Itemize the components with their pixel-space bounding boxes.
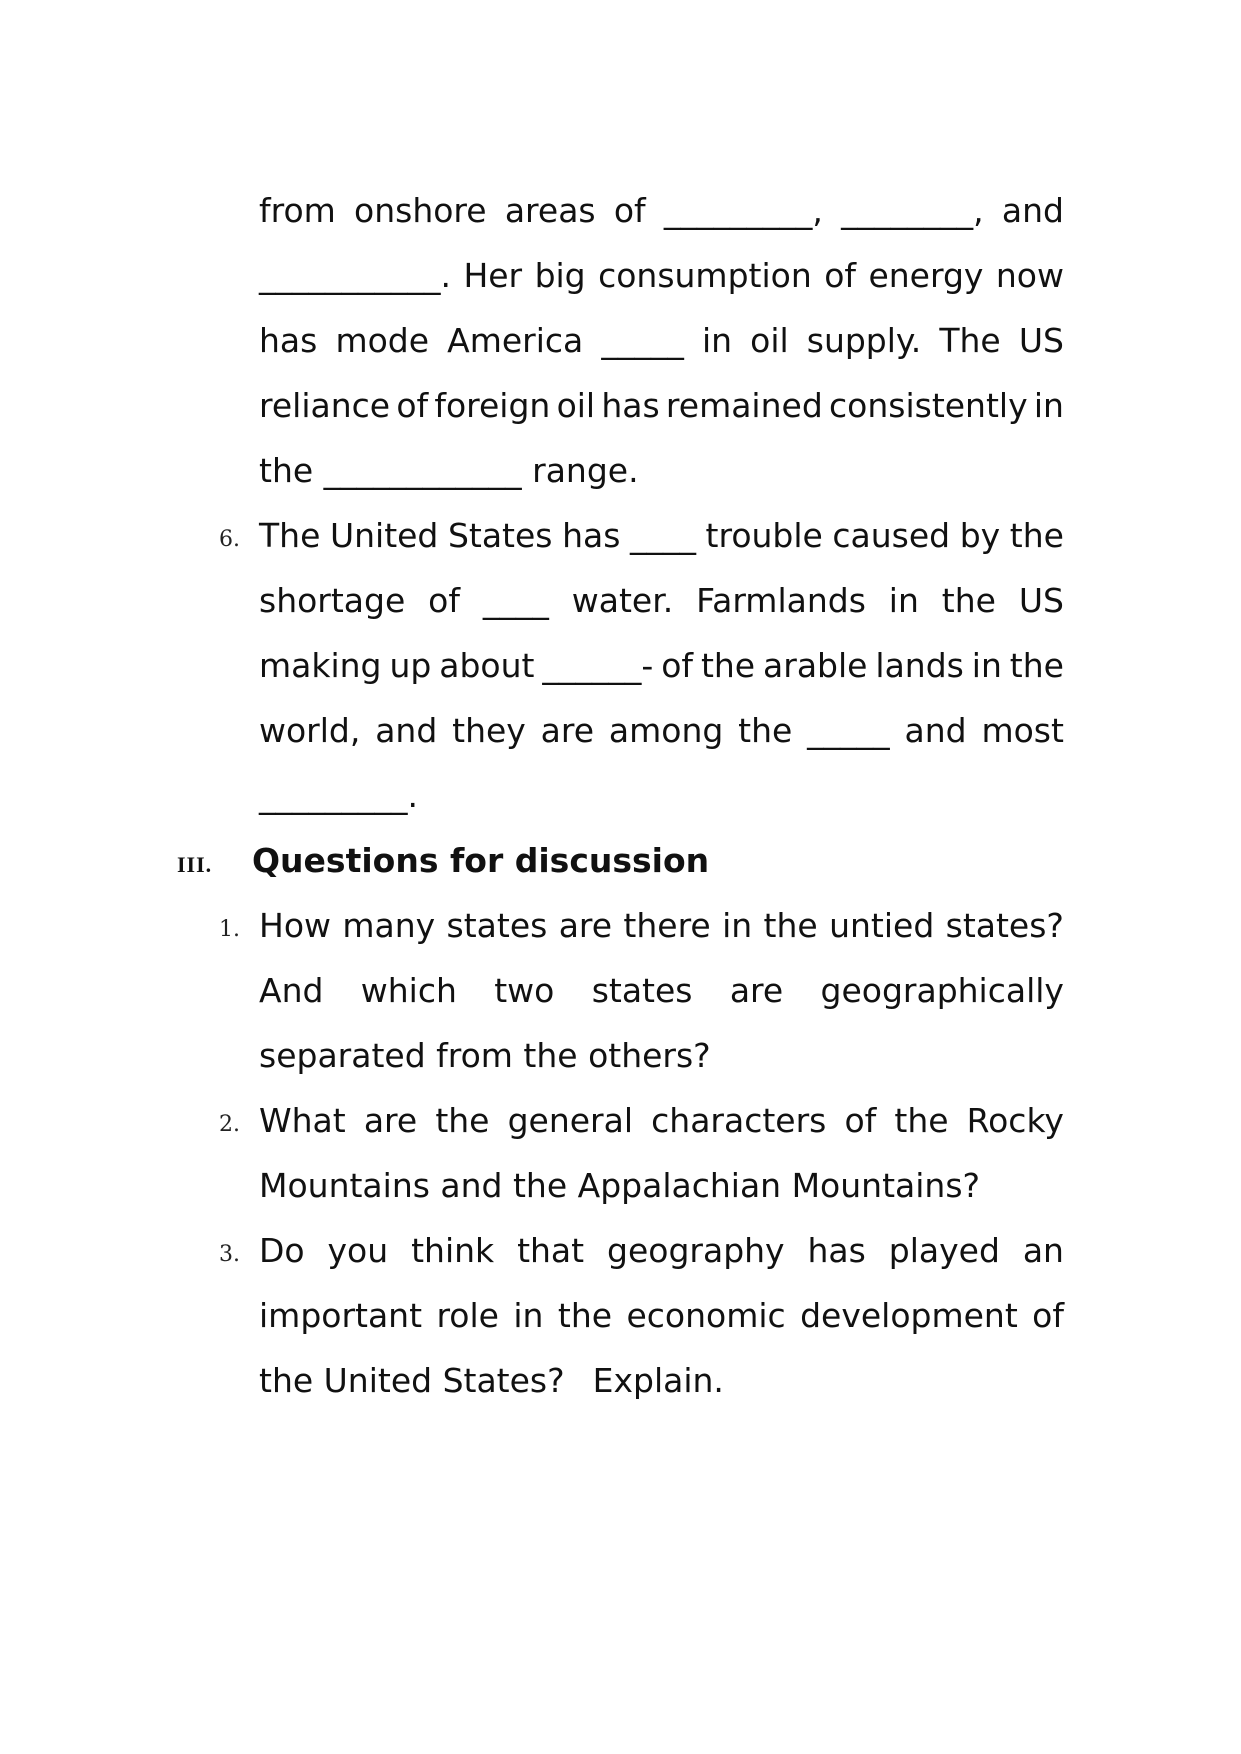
question-1-number: 1. xyxy=(219,917,240,942)
question-3-line-1: Do you think that geography has played an xyxy=(259,1231,1064,1270)
question-3-number: 3. xyxy=(219,1242,240,1267)
question-2-line-1: What are the general characters of the Rocky xyxy=(259,1101,1064,1140)
item-5-line-2: ___________. Her big consumption of energy now xyxy=(259,256,1064,295)
item-6-line-3: making up about ______- of the arable lands in the xyxy=(259,646,1064,685)
item-6-line-5: _________. xyxy=(259,776,418,815)
item-5-line-5: the ____________ range. xyxy=(259,451,639,490)
item-5-line-4: reliance of foreign oil has remained consistently in xyxy=(259,386,1064,425)
item-5-line-1: from onshore areas of _________, ________, and xyxy=(259,191,1064,230)
section-3-number: III. xyxy=(177,852,213,877)
question-1-line-1: How many states are there in the untied states? xyxy=(259,906,1064,945)
item-5-line-3: has mode America _____ in oil supply. The US xyxy=(259,321,1064,360)
question-1-line-3: separated from the others? xyxy=(259,1036,711,1075)
question-3-line-2: important role in the economic development of xyxy=(259,1296,1064,1335)
item-6-line-4: world, and they are among the _____ and most xyxy=(259,711,1064,750)
item-6-number: 6. xyxy=(219,527,240,552)
section-3-title: Questions for discussion xyxy=(252,841,710,880)
question-2-number: 2. xyxy=(219,1112,240,1137)
question-3-line-3: the United States? Explain. xyxy=(259,1361,724,1400)
item-6-line-1: The United States has ____ trouble caused by the xyxy=(259,516,1064,555)
question-2-line-2: Mountains and the Appalachian Mountains? xyxy=(259,1166,981,1205)
item-6-line-2: shortage of ____ water. Farmlands in the US xyxy=(259,581,1064,620)
question-1-line-2: And which two states are geographically xyxy=(259,971,1064,1010)
